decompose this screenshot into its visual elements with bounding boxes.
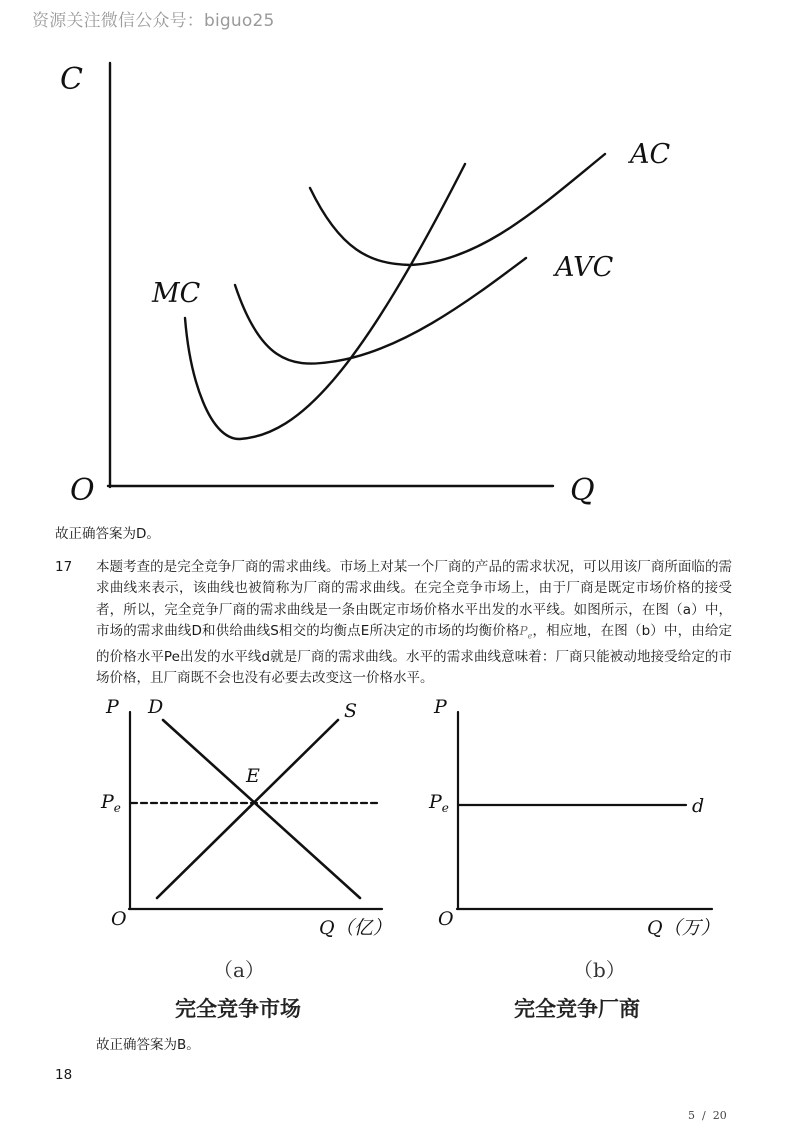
answer-text-2: 故正确答案为B。 [96, 1037, 200, 1053]
equilibrium-label-e: E [246, 765, 260, 787]
supply-curve-s [157, 720, 338, 898]
question-number-17: 17 [55, 559, 73, 575]
page-separator: / [702, 1109, 706, 1122]
market-origin-label: O [111, 908, 127, 930]
supply-label-s: S [344, 700, 358, 722]
market-axis-label-q: Q（亿） [319, 917, 392, 939]
watermark-text: 资源关注微信公众号：biguo25 [32, 11, 275, 31]
firm-axis-label-q: Q（万） [647, 917, 720, 939]
firm-axis-label-p: P [434, 696, 447, 718]
firm-origin-label: O [438, 908, 454, 930]
answer-text-1: 故正确答案为D。 [55, 526, 160, 542]
market-pe-label: $P_e$ [101, 791, 121, 815]
firm-graph [457, 712, 712, 909]
demand-label-d: D [148, 696, 164, 718]
firm-figure-title: 完全竞争厂商 [514, 997, 640, 1021]
page-current: 5 [688, 1109, 695, 1122]
ac-label: AC [630, 139, 671, 170]
market-figure-caption: （a） [213, 958, 265, 982]
explanation-text-after: ，相应地，在图（b）中，由给定的价格水平Pe出发的水平线d就是厂商的需求曲线。水平的需求曲线意味着：厂商只能被动地接受给定的市场价格，且厂商既不会也没有必要去改变这一价格水平。 [96, 623, 732, 687]
cost-axis-label-q: Q [570, 473, 595, 508]
market-axis-label-p: P [106, 696, 119, 718]
cost-origin-label: O [70, 473, 95, 508]
explanation-text-before: 本题考查的是完全竞争厂商的需求曲线。市场上对某一个厂商的产品的需求状况，可以用该厂商所面临的需求曲线来表示，该曲线也被简称为厂商的需求曲线。在完全竞争市场上，由于厂商是既定市场价格的接受者，所以，完全竞争厂商的需求曲线是一条由既定市场价格水平出发的水平线。如图所示，在图（a）中，市场的需求曲线D和供给曲线S相交的均衡点E所决定的市场的均衡价格 [96, 559, 732, 640]
firm-pe-label: $P_e$ [429, 791, 449, 815]
market-graph [129, 712, 382, 909]
firm-figure-caption: （b） [573, 958, 626, 982]
market-figure-title: 完全竞争市场 [175, 997, 301, 1021]
pe-inline-symbol: $P_e$ [519, 624, 533, 641]
avc-label: AVC [555, 252, 614, 283]
demand-curve-d [163, 720, 360, 898]
page-indicator [688, 1109, 727, 1122]
firm-demand-label-d: d [692, 795, 705, 817]
mc-label: MC [152, 278, 201, 309]
question-number-18: 18 [55, 1067, 73, 1083]
page-total: 20 [712, 1109, 727, 1122]
cost-axis-label-c: C [60, 62, 83, 97]
